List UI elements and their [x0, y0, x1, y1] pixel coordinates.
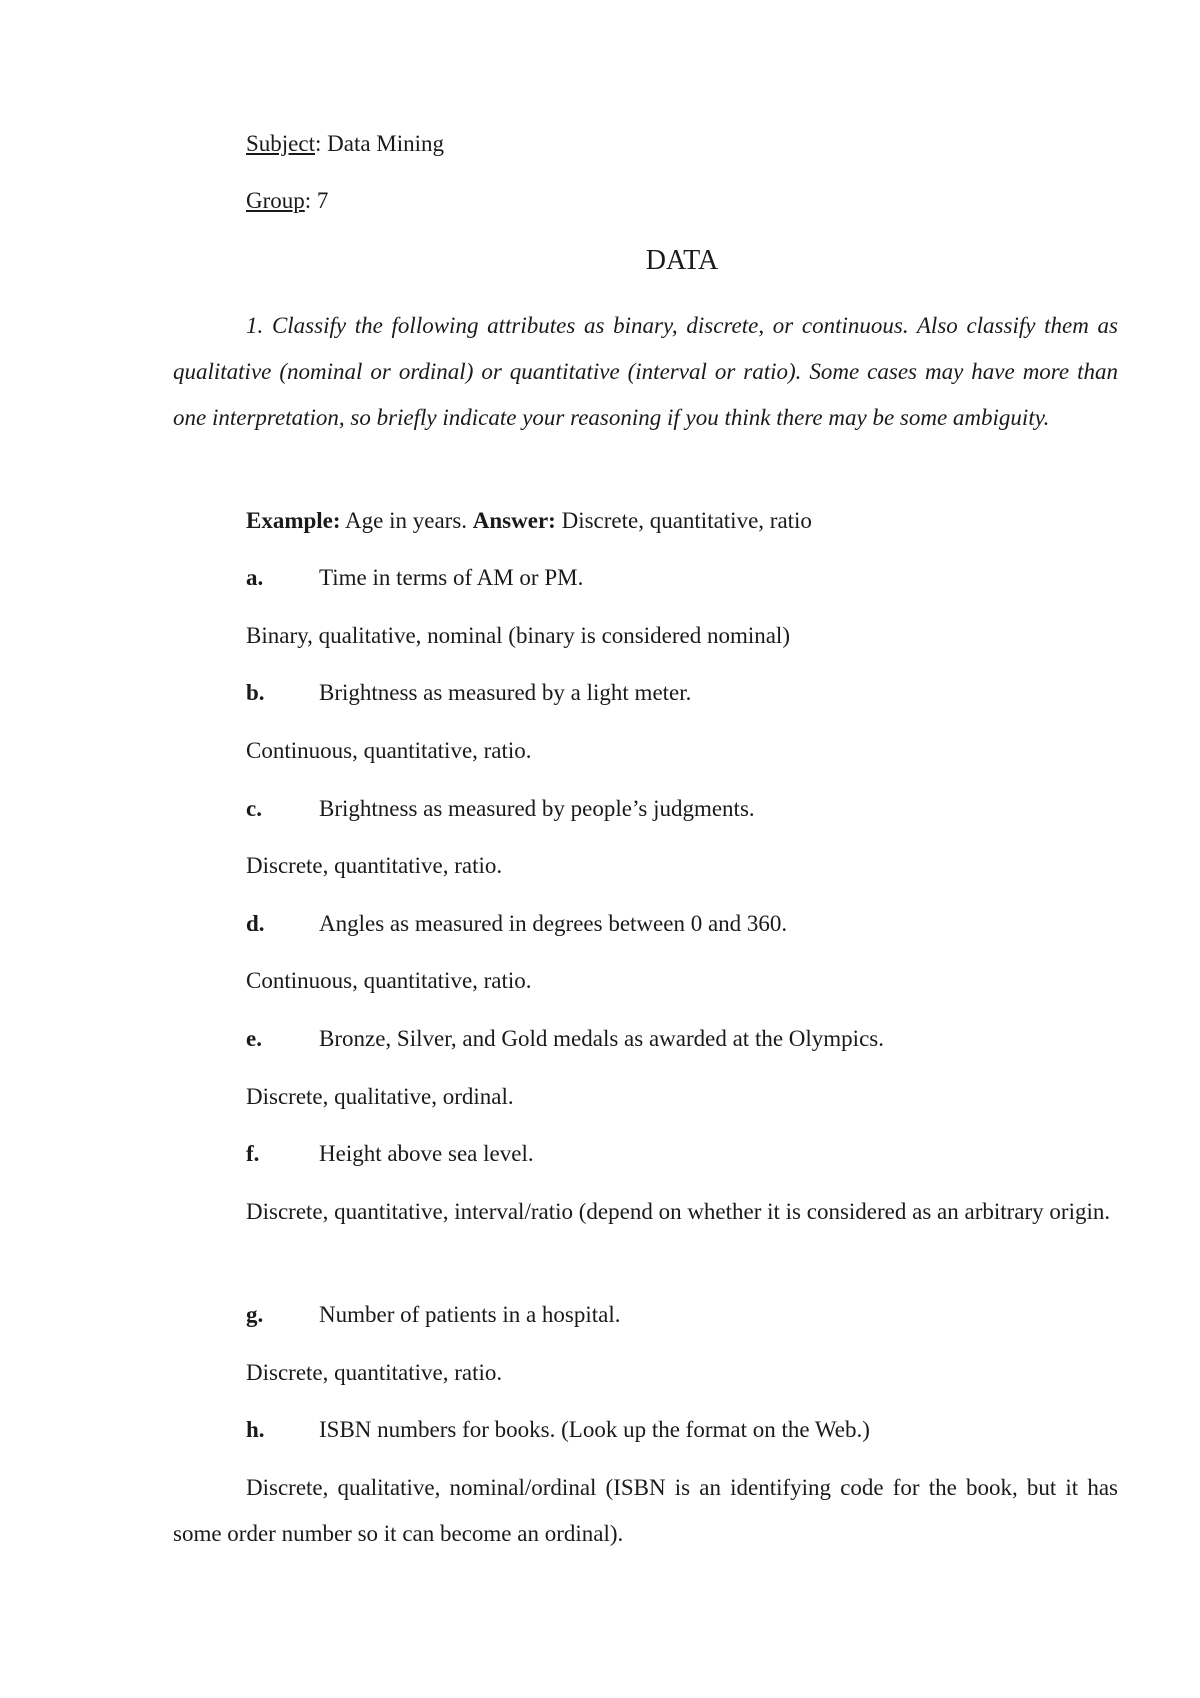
- item-answer: Binary, qualitative, nominal (binary is considered nominal): [246, 623, 790, 648]
- item-answer: Discrete, quantitative, ratio.: [246, 853, 503, 878]
- subject-label: Subject: [246, 131, 315, 156]
- item-text: Height above sea level.: [319, 1141, 534, 1166]
- item-answer: Continuous, quantitative, ratio.: [246, 968, 532, 993]
- example-text: Age in years.: [340, 508, 473, 533]
- item-answer: Continuous, quantitative, ratio.: [246, 738, 532, 763]
- example-line: [246, 506, 812, 536]
- item-letter: a.: [246, 565, 264, 590]
- subject-value: : Data Mining: [315, 131, 445, 156]
- example-label: Example:: [246, 508, 341, 533]
- item-text: Brightness as measured by a light meter.: [319, 680, 692, 705]
- item-text: ISBN numbers for books. (Look up the format on the Web.): [319, 1417, 870, 1442]
- group-label: Group: [246, 188, 305, 213]
- item-answer: Discrete, qualitative, nominal/ordinal (ISBN is an identifying code for the book, but it has some order number so it can become an ordinal).: [173, 1475, 1118, 1546]
- subject-line: [246, 129, 444, 159]
- item-text: Number of patients in a hospital.: [319, 1302, 621, 1327]
- item-letter: c.: [246, 796, 262, 821]
- question-paragraph: [173, 303, 1118, 441]
- group-line: [246, 186, 328, 216]
- item-letter: b.: [246, 680, 265, 705]
- example-answer-label: Answer:: [472, 508, 556, 533]
- item-letter: g.: [246, 1302, 264, 1327]
- item-answer: Discrete, quantitative, interval/ratio (depend on whether it is considered as an arbitrary origin.: [246, 1199, 1111, 1224]
- item-answer: Discrete, quantitative, ratio.: [246, 1360, 503, 1385]
- item-answer-paragraph: [173, 1465, 1118, 1557]
- item-letter: f.: [246, 1141, 260, 1166]
- item-text: Angles as measured in degrees between 0 and 360.: [319, 911, 788, 936]
- group-value: : 7: [304, 188, 329, 213]
- document-title: DATA: [645, 245, 719, 276]
- item-text: Time in terms of AM or PM.: [319, 565, 584, 590]
- item-letter: d.: [246, 911, 265, 936]
- item-answer: Discrete, qualitative, ordinal.: [246, 1084, 514, 1109]
- item-letter: h.: [246, 1417, 265, 1442]
- item-letter: e.: [246, 1026, 262, 1051]
- example-answer-text: Discrete, quantitative, ratio: [555, 508, 812, 533]
- item-text: Bronze, Silver, and Gold medals as awarded at the Olympics.: [319, 1026, 884, 1051]
- item-text: Brightness as measured by people’s judgments.: [319, 796, 755, 821]
- question-text: 1. Classify the following attributes as binary, discrete, or continuous. Also classify them as qualitative (nominal or ordinal) or quantitative (interval or ratio). Some cases may have more than one interpretation, so briefly indicate your reasoning if you think there may be some ambiguity.: [173, 313, 1118, 430]
- item-answer-paragraph: [173, 1189, 1118, 1235]
